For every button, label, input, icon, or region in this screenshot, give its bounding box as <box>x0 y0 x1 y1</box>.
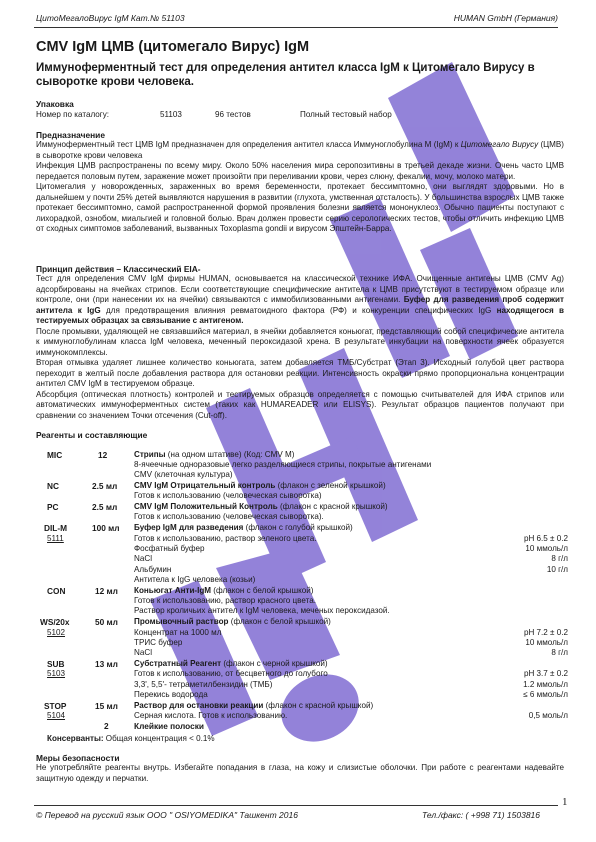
purpose-paragraph-3: Цитомегалия у новорожденных, зараженных во время беременности, протекает бессимптомно, они выглядят здоровыми. Но в дальнейшем у почти 25% детей выявляются нарушения в развитии (глухота, умственная отсталость). У большинства взрослых ЦМВ также протекает бессимптомно, самой распространенной формой проявления болезни является мононуклеоз. Обычно пациенты поступают с лихорадкой, ознобом, миальгией и головной болью. Врач должен провести серию серологических тестов, чтобы отличить инфекцию ЦМВ от сходных симптомов заболеваний, вызванных Toxoplasma gondii и вирусом Эпштейн-Барра. <box>36 182 564 233</box>
kit-type: Полный тестовый набор <box>300 110 392 119</box>
reagent-name-stop: Раствор для остановки реакции (флакон с красной крышкой) <box>134 701 374 710</box>
reagent-code-mic: MIC <box>47 450 63 460</box>
preservatives: Консерванты: Общая концентрация < 0.1% <box>47 734 215 743</box>
footer-right: Тел./факс: ( +998 71) 1503816 <box>421 810 540 820</box>
reagent-subcode-ws: 5102 <box>47 628 66 637</box>
reagent-value-sub-1: pH 3.7 ± 0.2 <box>523 669 568 678</box>
footer-left: © Перевод на русский язык ООО " OSIYOMEDIKA" Ташкент 2016 <box>36 810 298 820</box>
reagent-desc-mic-2: CMV (клеточная культура) <box>134 470 233 479</box>
reagent-desc-stop: Серная кислота. Готов к использованию. <box>134 711 288 720</box>
header-left: ЦитоМегалоВирус IgM Кат.№ 51103 <box>36 13 185 23</box>
reagent-desc-con-1: Готов к использованию, раствор красного цвета. <box>134 596 316 605</box>
document-subtitle: Иммуноферментный тест для определения антител класса IgM к Цитомегало Вирусу в сыворотке крови человека. <box>36 62 535 88</box>
reagent-code-con: CON <box>47 586 66 596</box>
reagent-code-stop: STOP <box>44 701 67 711</box>
document-title: CMV IgM ЦМВ (цитомегало Вирус) IgM <box>36 39 310 55</box>
reagent-qty-stop: 15 мл <box>95 701 118 711</box>
reagent-name-dil: Буфер IgM для разведения (флакон с голубой крышкой) <box>134 523 353 532</box>
reagent-value-dil-2: 10 ммоль/л <box>525 544 568 553</box>
tests-count: 96 тестов <box>215 110 251 119</box>
reagent-desc-sub-3: Перекись водорода <box>134 690 208 699</box>
reagent-value-dil-4: 10 г/л <box>546 565 568 574</box>
principle-paragraph-4: Абсорбция (оптическая плотность) контролей и тестируемых образцов определяется с помощью считывателей для ИФА стрипов или автоматических иммуноферментных систем (таких как HUMAREADER или ELISYS). Результат образцов пациентов получают при сравнении со значением Точки отсечения (Cut-off). <box>36 389 564 420</box>
purpose-paragraph-1: Иммуноферментный тест ЦМВ IgM предназначен для определения антител класса Иммуноглобулина М (IgM) к Цитомегало Вирусу (ЦМВ) в сыворотке крови человека <box>36 140 564 160</box>
purpose-text <box>36 140 564 235</box>
reagent-desc-dil-5: Антитела к IgG человека (козьи) <box>134 575 256 584</box>
reagent-desc-sub-2: 3,3', 5,5'- тетраметилбензидин (ТМБ) <box>134 680 273 689</box>
reagent-desc-dil-2: Фосфатный буфер <box>134 544 205 553</box>
principle-heading: Принцип действия – Классический EIA- <box>36 264 201 274</box>
reagent-value-dil-3: 8 г/л <box>551 554 568 563</box>
principle-text <box>36 274 564 421</box>
reagent-qty-ws: 50 мл <box>95 617 118 627</box>
purpose-paragraph-2: Инфекция ЦМВ распространены по всему миру. Около 50% населения мира серопозитивны в третьей декаде жизни. Очень часто ЦМВ передается половым путем, заражение может произойти при переливании крови, через слюну, фекалии, мочу, молоко матери. <box>36 161 564 181</box>
reagent-name-ws: Промывочный раствор (флакон с белой крышкой) <box>134 617 331 626</box>
reagent-desc-con-2: Раствор кроличьих антител к IgM человека, меченых пероксидазой. <box>134 606 390 615</box>
reagent-name-nc: CMV IgM Отрицательный контроль (флакон с зеленой крышкой) <box>134 481 386 490</box>
catalog-number: 51103 <box>160 110 182 119</box>
reagent-code-ws: WS/20x <box>40 617 70 627</box>
reagent-name-mic: Стрипы (на одном штативе) (Код: CMV M) <box>134 450 295 459</box>
reagent-value-ws-3: 8 г/л <box>551 648 568 657</box>
reagent-qty-film: 2 <box>104 721 109 731</box>
reagent-desc-dil-1: Готов к использованию, раствор зеленого цвета. <box>134 534 317 543</box>
reagent-code-dil: DIL-M <box>44 523 68 533</box>
principle-paragraph-3: Вторая отмывка удаляет лишнее количество коньюгата, затем добавляется ТМБ/Субстрат (Этап 3). Исходный голубой цвет раствора переходит в желтый после добавления раствора для остановки реакции. Интенсивность окраски прямо пропорциональна концентрации антител CMV IgM в тестируемом образце. <box>36 358 564 388</box>
reagents-heading: Реагенты и составляющие <box>36 430 148 440</box>
reagent-desc-pc: Готов к использованию (человеческая сыворотка). <box>134 512 324 521</box>
reagent-value-ws-2: 10 ммоль/л <box>525 638 568 647</box>
page-number: 1 <box>562 796 568 808</box>
reagent-desc-nc: Готов к использованию (человеческая сыворотка) <box>134 491 322 500</box>
reagent-name-pc: CMV IgM Положительный Контроль (флакон с красной крышкой) <box>134 502 388 511</box>
reagent-qty-dil: 100 мл <box>92 523 120 533</box>
reagent-value-stop: 0,5 моль/л <box>528 711 568 720</box>
safety-text: Не употребляйте реагенты внутрь. Избегайте попадания в глаза, на кожу и слизистые оболочки. При работе с реагентами надевайте защитную одежду и перчатки. <box>36 763 564 783</box>
reagent-desc-sub-1: Готов к использованию, от бесцветного до голубого <box>134 669 328 678</box>
reagent-qty-nc: 2.5 мл <box>92 481 118 491</box>
reagent-qty-con: 12 мл <box>95 586 118 596</box>
reagent-desc-ws-2: ТРИС буфер <box>134 638 183 647</box>
reagent-subcode-sub: 5103 <box>47 669 66 678</box>
reagent-subcode-stop: 5104 <box>47 711 66 720</box>
reagent-code-nc: NC <box>47 481 59 491</box>
reagent-value-dil-1: pH 6.5 ± 0.2 <box>523 534 568 543</box>
reagent-qty-mic: 12 <box>98 450 108 460</box>
reagent-name-film: Клейкие полоски <box>134 721 204 731</box>
principle-paragraph-2: После промывки, удаляющей не связавшийся материал, в ячейки добавляется коньюгат, представляющий собой специфические антитела к иммуноглобулинам класса IgM человека, меченный пероксидазой хрена. В результате инкубации на поверхности ячеек образуется иммунокомплексы. <box>36 326 564 357</box>
reagent-name-con: Коньюгат Анти-IgM (флакон с белой крышкой) <box>134 586 314 595</box>
reagent-value-sub-3: ≤ 6 ммоль/л <box>523 690 568 699</box>
reagent-value-sub-2: 1.2 ммоль/л <box>523 680 568 689</box>
packaging-heading: Упаковка <box>36 99 74 109</box>
reagent-desc-mic-1: 8-ячеечные одноразовые легко разделяющиеся стрипы, покрытые антигенами <box>134 460 432 469</box>
reagent-subcode-dil: 5111 <box>47 534 64 543</box>
reagent-code-sub: SUB <box>47 659 65 669</box>
purpose-heading: Предназначение <box>36 130 105 140</box>
catalog-label: Номер по каталогу: <box>36 110 110 119</box>
footer-divider <box>34 805 558 806</box>
reagent-code-pc: PC <box>47 502 59 512</box>
header-right: HUMAN GmbH (Германия) <box>453 13 558 23</box>
reagent-desc-ws-3: NaCl <box>134 648 152 657</box>
reagent-qty-pc: 2.5 мл <box>92 502 118 512</box>
reagent-qty-sub: 13 мл <box>95 659 118 669</box>
reagent-name-sub: Субстратный Реагент (флакон с черной крышкой) <box>134 659 328 668</box>
header-divider <box>34 27 558 28</box>
reagent-desc-dil-3: NaCl <box>134 554 152 563</box>
safety-heading: Меры безопасности <box>36 753 120 763</box>
reagent-value-ws-1: pH 7.2 ± 0.2 <box>523 628 568 637</box>
reagent-desc-dil-4: Альбумин <box>134 565 172 574</box>
principle-paragraph-1: Тест для определения CMV IgM фирмы HUMAN, основывается на классической технике ИФА. Очищенные антигены ЦМВ (CMV Ag) адсорбированы на ячейках стрипов. Если соответствующие специфические антитела к ЦМВ присутствуют в тестируемом образце или контроле, они (при нанесении их на ячейки) связываются с иммобилизованными антигенами. Буфер для разведения проб содержит антитела к IgG для предотвращения влияния ревматоидного фактора (РФ) и конкуренции специфических IgG находящегося в тестируемых образцах за связывание с антигеном. <box>36 274 564 325</box>
reagent-desc-ws-1: Концентрат на 1000 мл <box>134 628 222 637</box>
